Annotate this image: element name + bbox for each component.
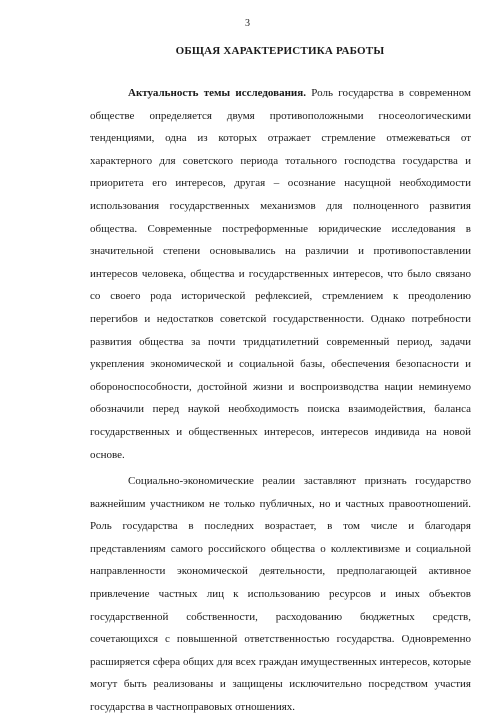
paragraph-text: Социально-экономические реалии заставляют признать государство важнейшим участником не только публичных, но и частных правоотношений. Роль государства в последних возрастает, в том числе и благодаря представлениям самого российского общества о коллективизме и социальной направленности экономической деятельности, предполагающей активное привлечение частных лиц к использованию ресурсов и иных объектов государственной собственности, расходованию бюджетных средств, сочетающихся с повышенной ответственностью государства. Одновременно расширяется сфера общих для всех граждан имущественных интересов, которые могут быть реализованы и защищены исключительно посредством участия государства в частноправовых отношениях.	[90, 475, 471, 714]
paragraph-relevance	[90, 82, 471, 466]
paragraph-socioeconomic	[90, 470, 471, 719]
section-heading: ОБЩАЯ ХАРАКТЕРИСТИКА РАБОТЫ	[175, 45, 385, 57]
body-text	[90, 82, 471, 719]
paragraph-text: Роль государства в современном обществе определяется двумя противоположными гносеологическими тенденциями, одна из которых отражает стремление отмежеваться от характерного для советского периода тотального господства государства и приоритета его интересов, другая – осознание насущной необходимости использования государственных механизмов для полноценного развития общества. Современные постреформенные юридические исследования в значительной степени основывались на различии и противопоставлении интересов человека, общества и государственных интересов, что было связано со своего рода исторической рефлексией, стремлением к преодолению перегибов и недостатков советской государственности. Однако потребности развития общества за почти тридцатилетний современный период, задачи укрепления экономической и социальной базы, обеспечения безопасности и обороноспособности, достойной жизни и воспроизводства нации неминуемо обозначили перед наукой необходимость поиска взаимодействия, баланса государственных и общественных интересов, интересов индивида на новой основе.	[90, 87, 472, 461]
page-number: 3	[245, 18, 250, 29]
paragraph-lead: Актуальность темы исследования.	[128, 87, 306, 99]
